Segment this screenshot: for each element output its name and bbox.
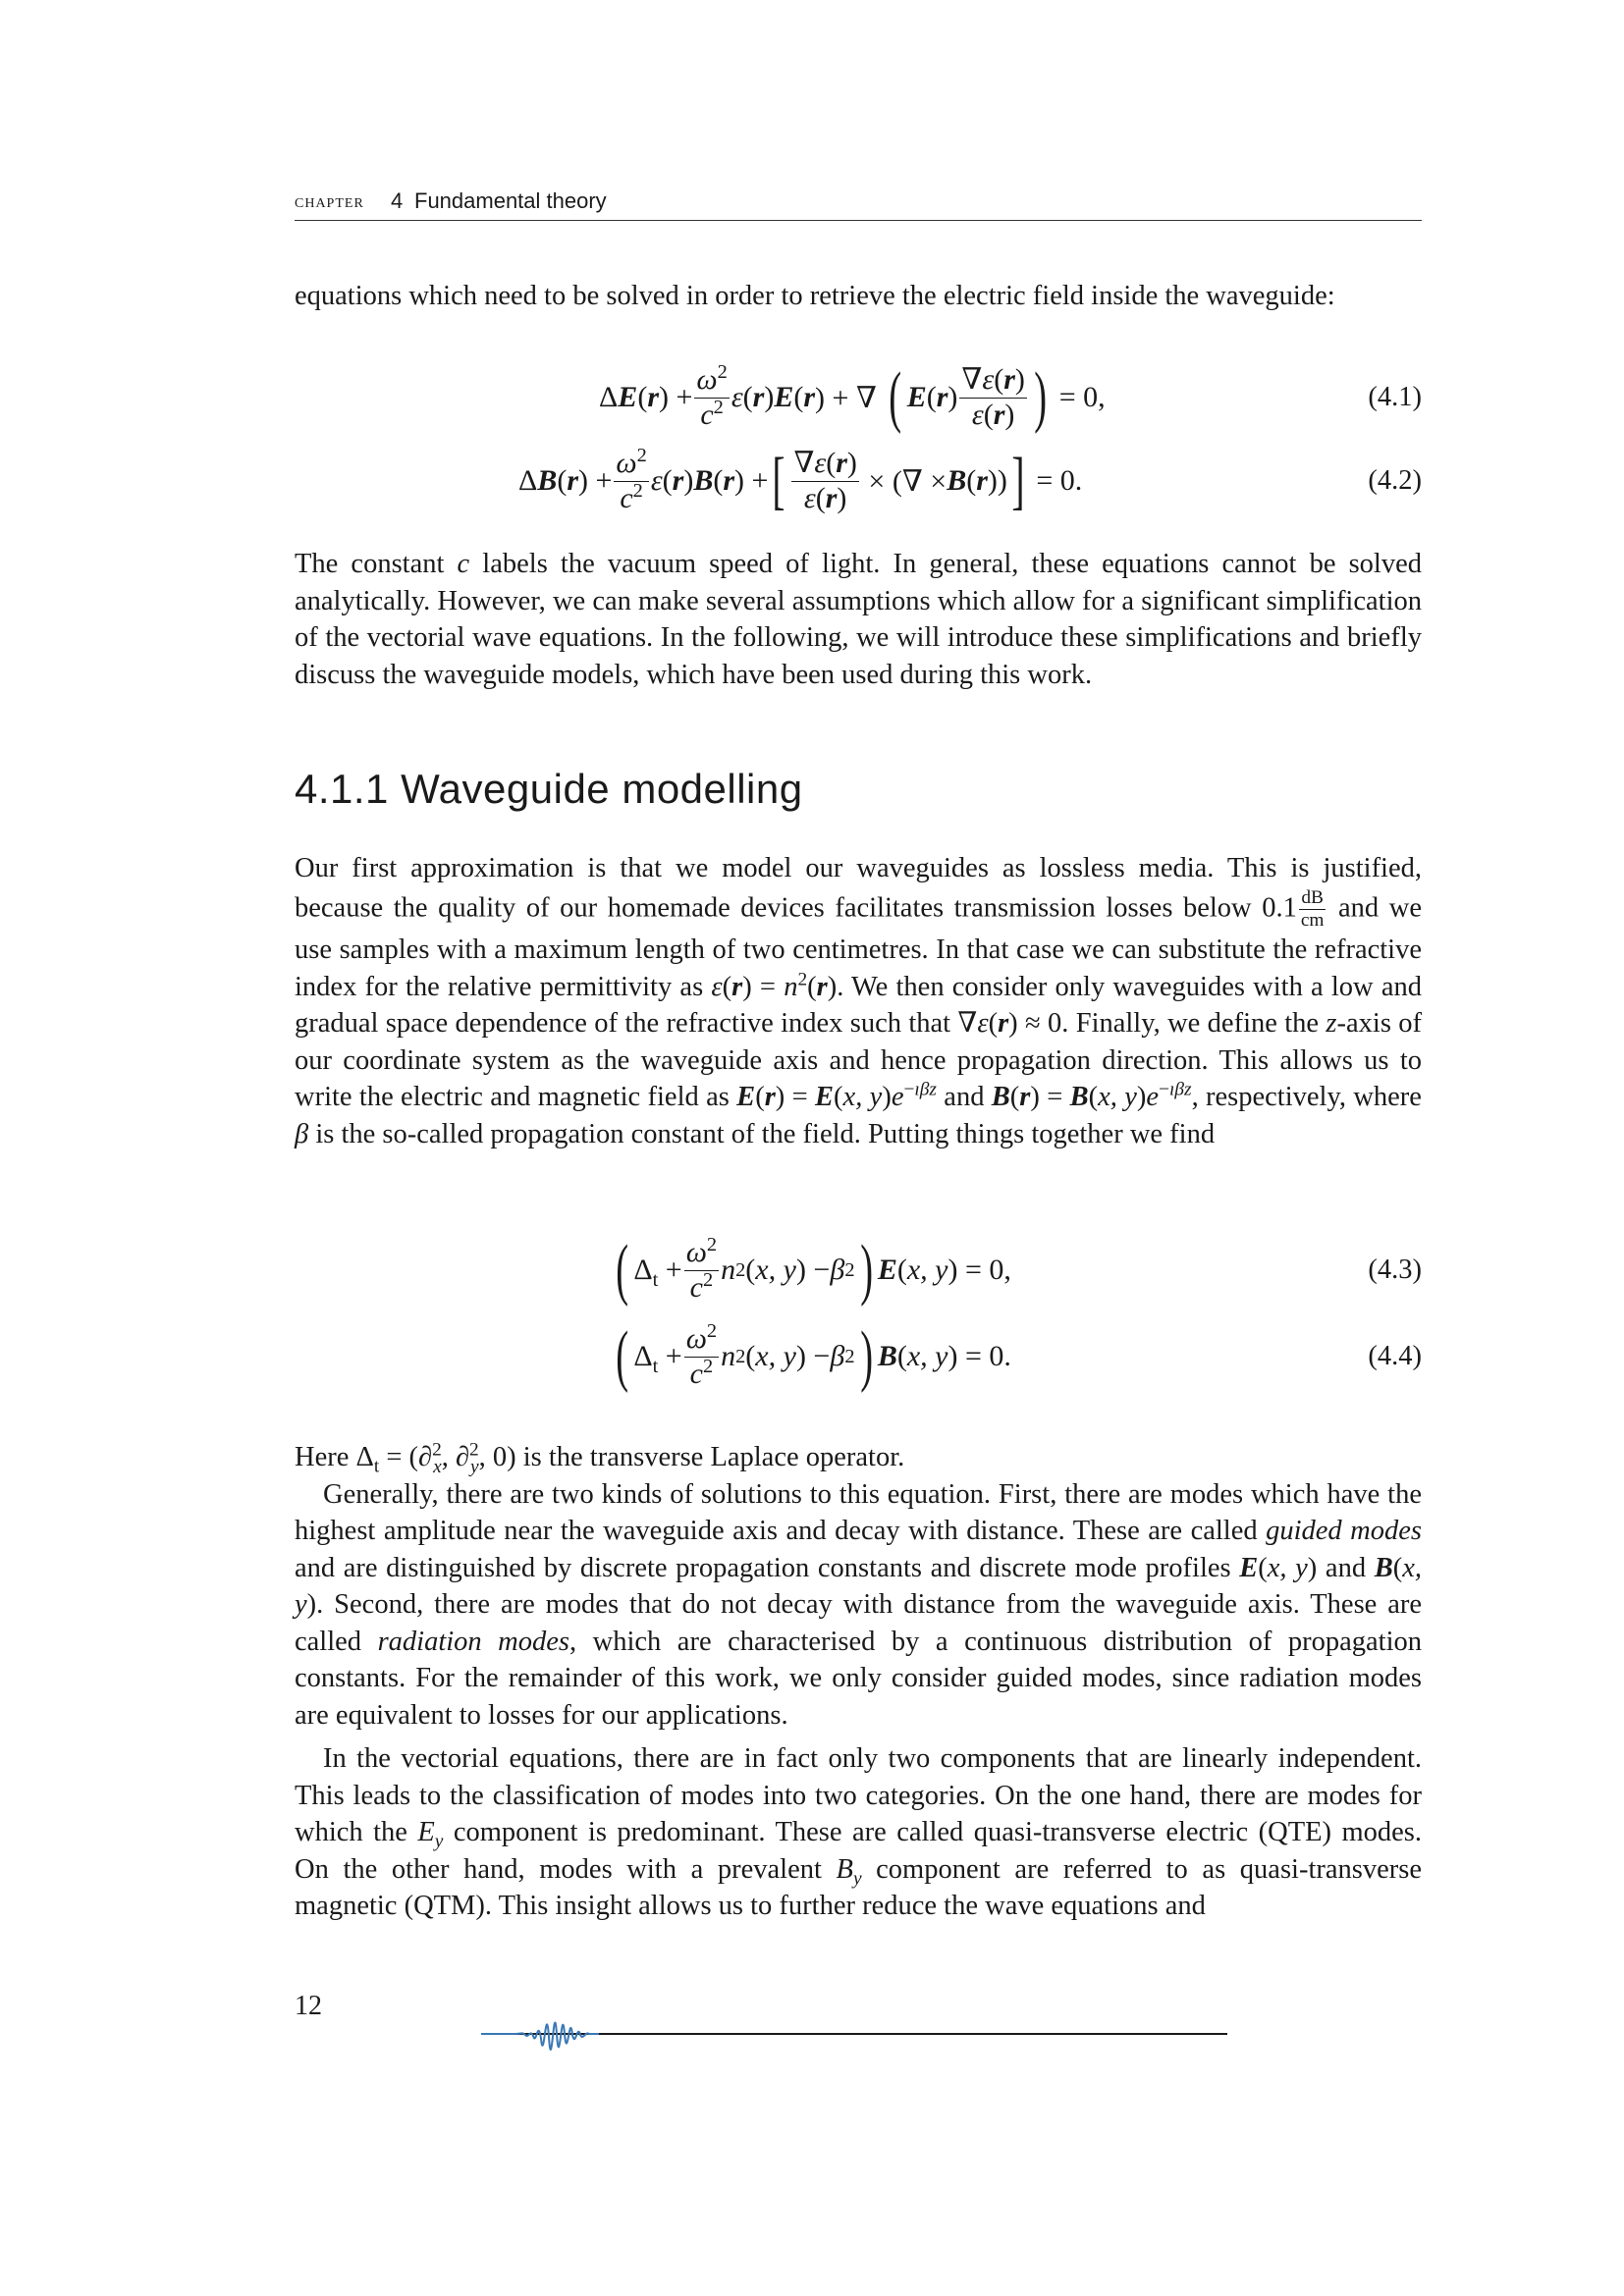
equation-4-2-body: Δ B ( r ) + $\frac{\omega^2}{c^2}$ ε ( r ) B ( r ) + [ $\frac{\nabla\varepsilon(r)}{\varepsilon(r)}$ × (∇ × B ( r )) ] = 0. xyxy=(518,445,1083,516)
equation-4-1 xyxy=(295,348,1422,447)
equation-4-3-number: (4.3) xyxy=(1368,1255,1422,1285)
equation-4-4 xyxy=(295,1311,1422,1402)
paragraph-solutions: Generally, there are two kinds of solutions to this equation. First, there are modes which have the highest amplitude near the waveguide axis and decay with distance. These are called guided modes and are distinguished by discrete propagation constants and discrete mode profiles E(x, y) and B(x, y). Second, there are modes that do not decay with distance from the waveguide axis. These are called radiation modes, which are characterised by a continuous distribution of propagation constants. For the remainder of this work, we only consider guided modes, since radiation modes are equivalent to losses for our applications. xyxy=(295,1478,1423,1731)
section-heading xyxy=(295,766,803,813)
paragraph-constant-c: The constant c labels the vacuum speed of light. In general, these equations cannot be solved analytically. However, we can make several assumptions which allow for a significant simplification of the vectorial wave equations. In the following, we will introduce these simplifications and briefly discuss the waveguide models, which have been used during this work. xyxy=(295,549,1422,690)
wave-packet-icon xyxy=(481,2023,599,2050)
paragraph-modelling: Our first approximation is that we model our waveguides as lossless media. This is justified, because the quality of our homemade devices facilitates transmission losses below 0.1 $\frac{dB}{cm}$ and we use samples with a maximum length of two centimetres. In that case we can substitute the refractive index for the relative permittivity as $\varepsilon(r) = n^2(r)$. We then consider only waveguides with a low and gradual space dependence of the refractive index such that ∇ε(r) ≈ 0. Finally, we define the z-axis of our coordinate system as the waveguide axis and hence propagation direction. This allows us to write the electric and magnetic field as E(r) = E(x, $y)e^{-ı\beta z}$ and B(r) = B(x, $y)e^{-ı\beta z}$, respectively, where β is the so-called propagation constant of the field. Putting things together we find xyxy=(295,853,1423,1149)
chapter-word: chapter xyxy=(295,190,364,212)
running-header xyxy=(295,187,1422,221)
page-number: 12 xyxy=(295,1991,322,2021)
section-title: Waveguide modelling xyxy=(401,766,803,812)
wave-packet-decoration xyxy=(353,1988,1237,2096)
equation-4-4-body: ( $\Delta_t$ + $\frac{\omega^2}{c^2}$ n 2 ( x, y ) − β 2 ) B ( x, y ) = 0. xyxy=(616,1318,1011,1394)
chapter-number: 4 xyxy=(391,188,404,213)
equation-4-3 xyxy=(295,1225,1422,1315)
paragraph-vectorial: In the vectorial equations, there are in fact only two components that are linearly independent. This leads to the classification of modes into two categories. On the one hand, there are modes for which the $E_y$ component is predominant. These are called quasi-transverse electric (QTE) modes. On the other hand, modes with a prevalent $B_y$ component are referred to as quasi-transverse magnetic (QTM). This insight allows us to further reduce the wave equations and xyxy=(295,1743,1422,1921)
paragraph-body-lower xyxy=(295,1439,1422,1925)
intro-paragraph xyxy=(295,278,1422,315)
section-number: 4.1.1 xyxy=(295,766,389,812)
intro-text: equations which need to be solved in order to retrieve the electric field inside the waveguide: xyxy=(295,281,1335,311)
equation-4-2-number: (4.2) xyxy=(1368,465,1422,496)
equation-4-4-number: (4.4) xyxy=(1368,1341,1422,1371)
equation-4-3-body: ( $\Delta_t$ + $\frac{\omega^2}{c^2}$ n 2 ( x, y ) − β 2 ) E ( x, y ) = 0, xyxy=(616,1232,1011,1308)
equation-4-1-body: Δ E ( r ) + $\frac{\omega^2}{c^2}$ ε ( r ) E ( r ) + ∇ ( E ( r ) $\frac{\nabla\varepsilon(r)}{\varepsilon(r)}$ ) = 0, xyxy=(599,359,1106,435)
equation-4-1-number: (4.1) xyxy=(1368,382,1422,412)
chapter-title: Fundamental theory xyxy=(414,188,607,213)
equation-4-2 xyxy=(295,437,1422,525)
paragraph-here: Here $\Delta_t = (\partial^2_x$, ∂$^2_y$, 0) is the transverse Laplace operator. xyxy=(295,1439,905,1477)
